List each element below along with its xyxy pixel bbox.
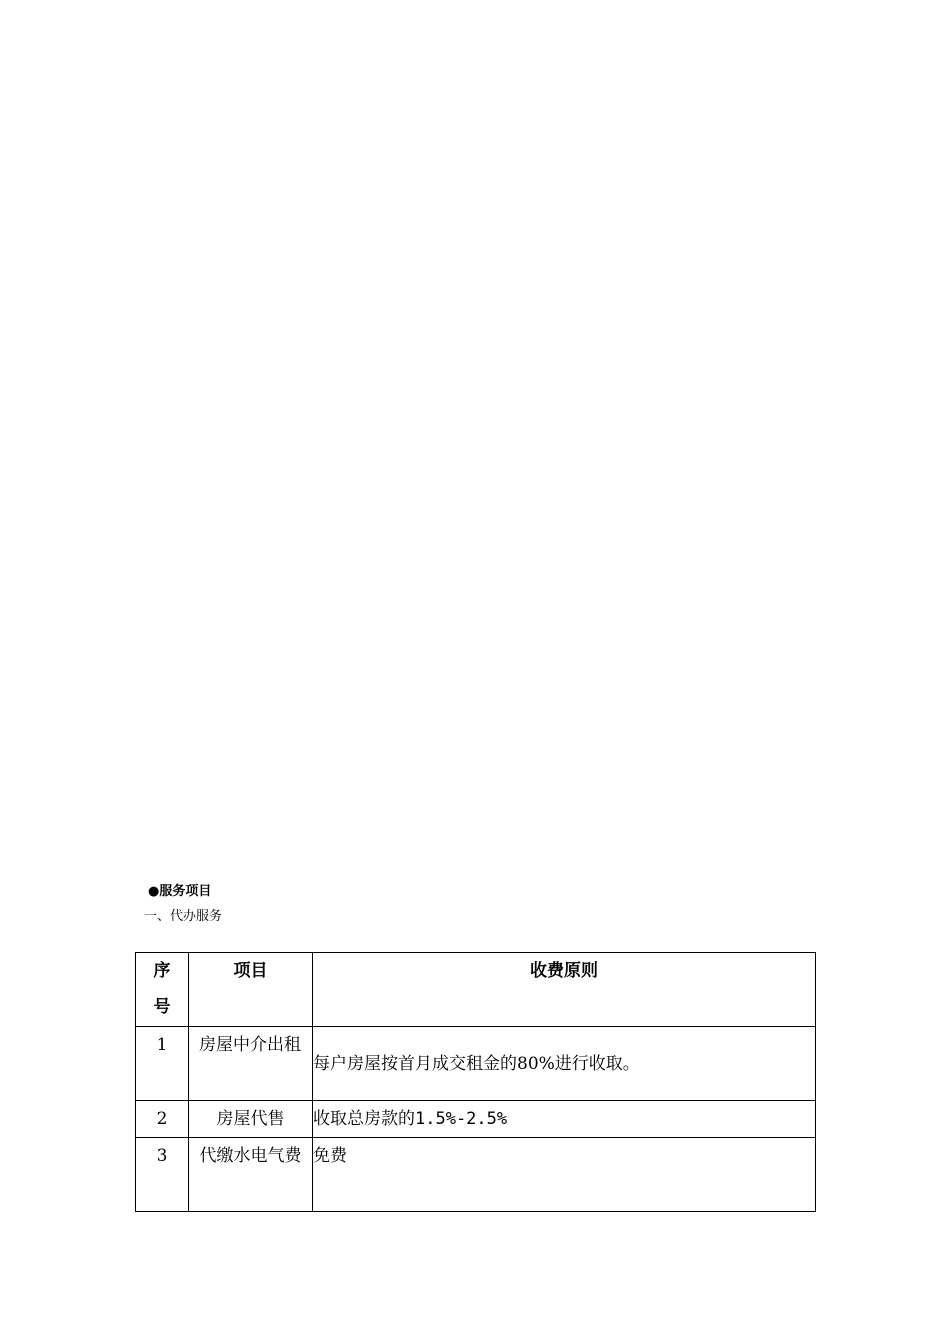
sub-heading: 一、代办服务 (144, 909, 223, 924)
table-row (136, 1101, 816, 1138)
table-header-row (136, 953, 816, 1027)
row-rule: 收取总房款的1.5%-2.5% (313, 1101, 816, 1138)
header-no-label: 序号 (153, 961, 171, 1017)
row-item-label: 代缴水电气费 (199, 1146, 302, 1166)
row-no: 1 (136, 1027, 189, 1101)
header-no (136, 953, 189, 1027)
row-item: 房屋代售 (189, 1101, 313, 1138)
row-rule: 免费 (313, 1138, 816, 1212)
row-rule: 每户房屋按首月成交租金的80%进行收取。 (313, 1027, 816, 1101)
row-no: 2 (136, 1101, 189, 1138)
header-rule: 收费原则 (313, 953, 816, 1027)
row-item (189, 1138, 313, 1212)
section-heading: ●服务项目 (148, 884, 212, 899)
row-no: 3 (136, 1138, 189, 1212)
header-item: 项目 (189, 953, 313, 1027)
row-item-label: 房屋中介出租 (199, 1035, 301, 1055)
fee-table (135, 952, 816, 1212)
row-item (189, 1027, 313, 1101)
table-row (136, 1027, 816, 1101)
table-row (136, 1138, 816, 1212)
